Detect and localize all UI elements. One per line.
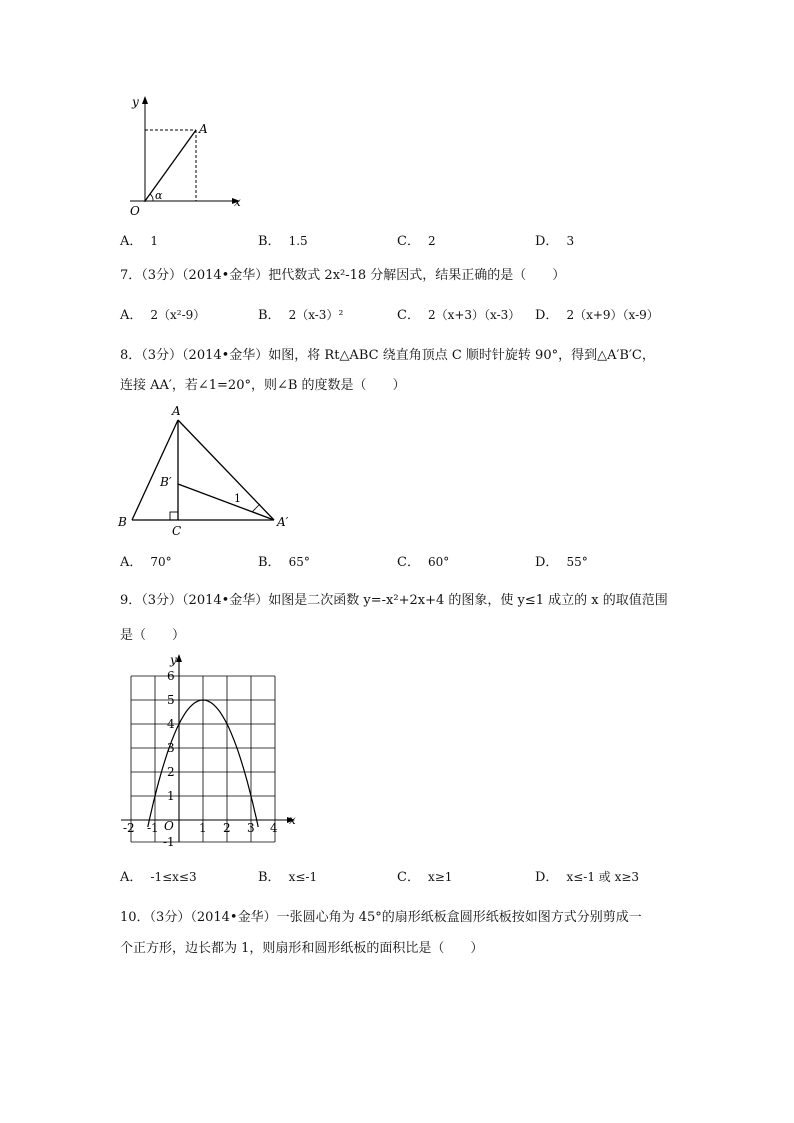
q6-option-a[interactable]: A． 1 <box>120 234 159 249</box>
q7-stem: 7．（3分）（2014•金华）把代数式 2x²-18 分解因式，结果正确的是（ ） <box>120 268 566 283</box>
q6-option-d[interactable]: D． 3 <box>535 234 575 249</box>
q6-y-label: y <box>132 95 139 109</box>
q8-option-c[interactable]: C． 60° <box>397 555 450 570</box>
q9-x-label: x <box>289 813 296 827</box>
q8-stem-line1: 8．（3分）（2014•金华）如图，将 Rt△ABC 绕直角顶点 C 顺时针旋转 90°，得到△A′B′C， <box>120 348 655 363</box>
q9-origin: O <box>164 819 174 833</box>
q9-option-b[interactable]: B． x≤-1 <box>258 870 318 885</box>
q6-option-c[interactable]: C． 2 <box>397 234 436 249</box>
q9-ytick-4: 4 <box>167 717 175 731</box>
q6-figure <box>110 90 250 220</box>
q8-option-a[interactable]: A． 70° <box>120 555 172 570</box>
q9-ytick-3: 3 <box>167 741 175 755</box>
q7-option-b[interactable]: B． 2（x-3）² <box>258 308 344 323</box>
q6-option-b[interactable]: B． 1.5 <box>258 234 308 249</box>
q8-point-c: C <box>172 524 182 538</box>
q9-xtick-4: 4 <box>270 821 278 835</box>
q9-ytick-1: 1 <box>167 789 175 803</box>
q9-option-a[interactable]: A． -1≤x≤3 <box>120 870 197 885</box>
q8-point-b: B <box>118 515 127 529</box>
q9-y-label: y <box>170 653 177 667</box>
q7-option-d[interactable]: D． 2（x+9）（x-9） <box>535 308 659 323</box>
q9-stem-line1: 9．（3分）（2014•金华）如图是二次函数 y=-x²+2x+4 的图象，使 y≤1 成立的 x 的取值范围 <box>120 593 668 608</box>
q8-angle-1: 1 <box>234 492 241 505</box>
q7-option-c[interactable]: C． 2（x+3）（x-3） <box>397 308 521 323</box>
q6-alpha: α <box>155 189 163 202</box>
q7-option-a[interactable]: A． 2（x²-9） <box>120 308 206 323</box>
q10-stem-line2: 个正方形，边长都为 1，则扇形和圆形纸板的面积比是（ ） <box>120 941 484 956</box>
q9-ytick-5: 5 <box>167 693 175 707</box>
q9-option-d[interactable]: D． x≤-1 或 x≥3 <box>535 870 640 885</box>
q9-figure <box>115 650 305 850</box>
q6-origin: O <box>130 204 140 218</box>
q9-xtick-2: 2 <box>223 821 231 835</box>
q8-option-d[interactable]: D． 55° <box>535 555 588 570</box>
q9-ytick-2: 2 <box>167 765 175 779</box>
q9-ytick-m1: -1 <box>163 835 175 849</box>
q9-ytick-6: 6 <box>167 669 175 683</box>
q9-xtick-1: 1 <box>199 821 207 835</box>
q8-option-b[interactable]: B． 65° <box>258 555 310 570</box>
q8-point-a: A <box>172 404 181 418</box>
q9-stem-line2: 是（ ） <box>120 628 186 643</box>
q9-xtick-3: 3 <box>247 821 255 835</box>
q9-xtick-m2: -2 <box>123 821 135 835</box>
q9-option-c[interactable]: C． x≥1 <box>397 870 453 885</box>
q9-grid <box>131 676 275 842</box>
q8-point-b-prime: B′ <box>160 475 172 489</box>
q10-stem-line1: 10．（3分）（2014•金华）一张圆心角为 45°的扇形纸板盒圆形纸板按如图方式分别剪成一 <box>120 910 642 925</box>
q6-x-label: x <box>234 195 241 209</box>
q8-figure <box>112 400 302 545</box>
q8-stem-line2: 连接 AA′，若∠1=20°，则∠B 的度数是（ ） <box>120 378 406 393</box>
q9-xtick-m1: -1 <box>147 821 159 835</box>
q6-point-a: A <box>199 122 208 136</box>
q8-point-a-prime: A′ <box>277 515 289 529</box>
